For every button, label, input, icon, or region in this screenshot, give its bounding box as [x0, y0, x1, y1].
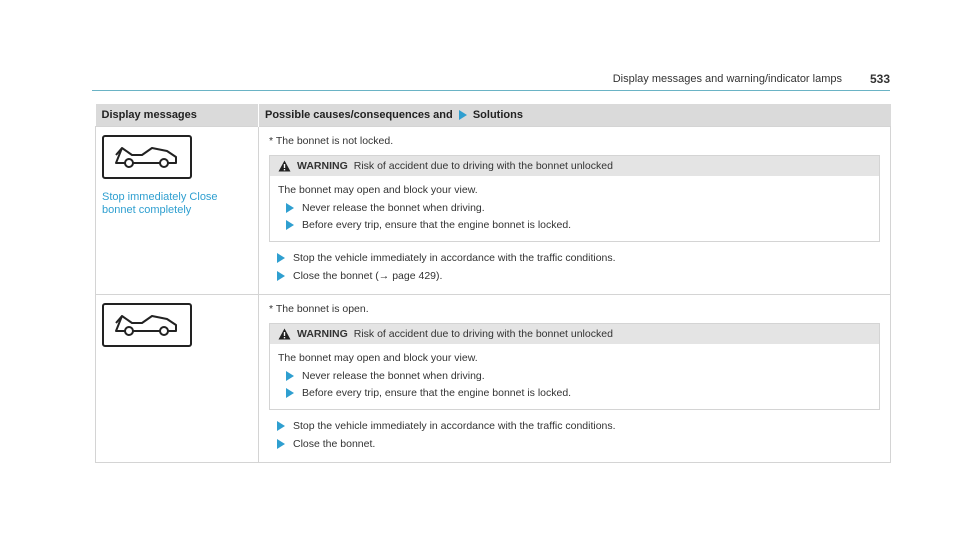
solution-step	[269, 252, 880, 264]
table-row	[96, 127, 891, 295]
step-arrow-icon	[277, 253, 285, 263]
solution-step	[269, 420, 880, 432]
warning-header	[270, 156, 879, 176]
solution-cell	[259, 127, 891, 295]
column-header-display-messages: Display messages	[96, 104, 259, 127]
message-cell	[96, 295, 259, 463]
car-bonnet-open-icon	[102, 303, 192, 347]
column-header-causes: Possible causes/consequences and	[265, 109, 453, 121]
solution-step-text: Stop the vehicle immediately in accordance with the traffic conditions.	[293, 420, 616, 432]
warning-label: WARNING	[297, 328, 348, 340]
page-number: 533	[869, 72, 890, 86]
warning-box	[269, 155, 880, 242]
solution-step-text: Close the bonnet (→ page 429).	[293, 270, 443, 282]
warning-text: The bonnet may open and block your view.	[278, 184, 478, 196]
solution-step-text: Close the bonnet.	[293, 438, 376, 450]
warning-title: Risk of accident due to driving with the bonnet unlocked	[353, 160, 613, 172]
table-header-row	[96, 104, 891, 127]
warning-step-text: Before every trip, ensure that the engine bonnet is locked.	[302, 387, 572, 399]
cause-text: * The bonnet is not locked.	[269, 135, 394, 147]
table-row	[96, 295, 891, 463]
display-messages-table	[95, 104, 891, 463]
car-bonnet-open-icon	[102, 135, 192, 179]
step-arrow-icon	[459, 110, 467, 120]
solution-step	[269, 438, 880, 450]
solution-cell	[259, 295, 891, 463]
solution-steps	[269, 420, 880, 450]
warning-step	[278, 370, 871, 382]
warning-header	[270, 324, 879, 344]
page-header	[92, 70, 890, 91]
warning-triangle-icon	[278, 160, 291, 172]
warning-step	[278, 387, 871, 399]
warning-step	[278, 219, 871, 231]
step-arrow-icon	[286, 388, 294, 398]
step-arrow-icon	[286, 371, 294, 381]
solution-step-text: Stop the vehicle immediately in accordance with the traffic conditions.	[293, 252, 616, 264]
warning-step-text: Never release the bonnet when driving.	[302, 370, 485, 382]
cause-text: * The bonnet is open.	[269, 303, 369, 315]
column-header-causes-solutions	[259, 104, 891, 127]
display-message-text: Stop immediately Close bonnet completely	[102, 191, 218, 216]
warning-triangle-icon	[278, 328, 291, 340]
step-arrow-icon	[277, 439, 285, 449]
warning-body	[270, 344, 879, 409]
step-arrow-icon	[277, 271, 285, 281]
warning-step	[278, 202, 871, 214]
solution-step	[269, 270, 880, 282]
page-header-title: Display messages and warning/indicator lamps	[612, 73, 842, 85]
warning-step-text: Never release the bonnet when driving.	[302, 202, 485, 214]
solution-steps	[269, 252, 880, 282]
step-arrow-icon	[277, 421, 285, 431]
step-arrow-icon	[286, 203, 294, 213]
warning-body	[270, 176, 879, 241]
column-header-solutions: Solutions	[472, 109, 523, 121]
message-cell	[96, 127, 259, 295]
warning-text: The bonnet may open and block your view.	[278, 352, 478, 364]
step-arrow-icon	[286, 220, 294, 230]
warning-title: Risk of accident due to driving with the bonnet unlocked	[353, 328, 613, 340]
warning-box	[269, 323, 880, 410]
warning-step-text: Before every trip, ensure that the engine bonnet is locked.	[302, 219, 572, 231]
warning-label: WARNING	[297, 160, 348, 172]
